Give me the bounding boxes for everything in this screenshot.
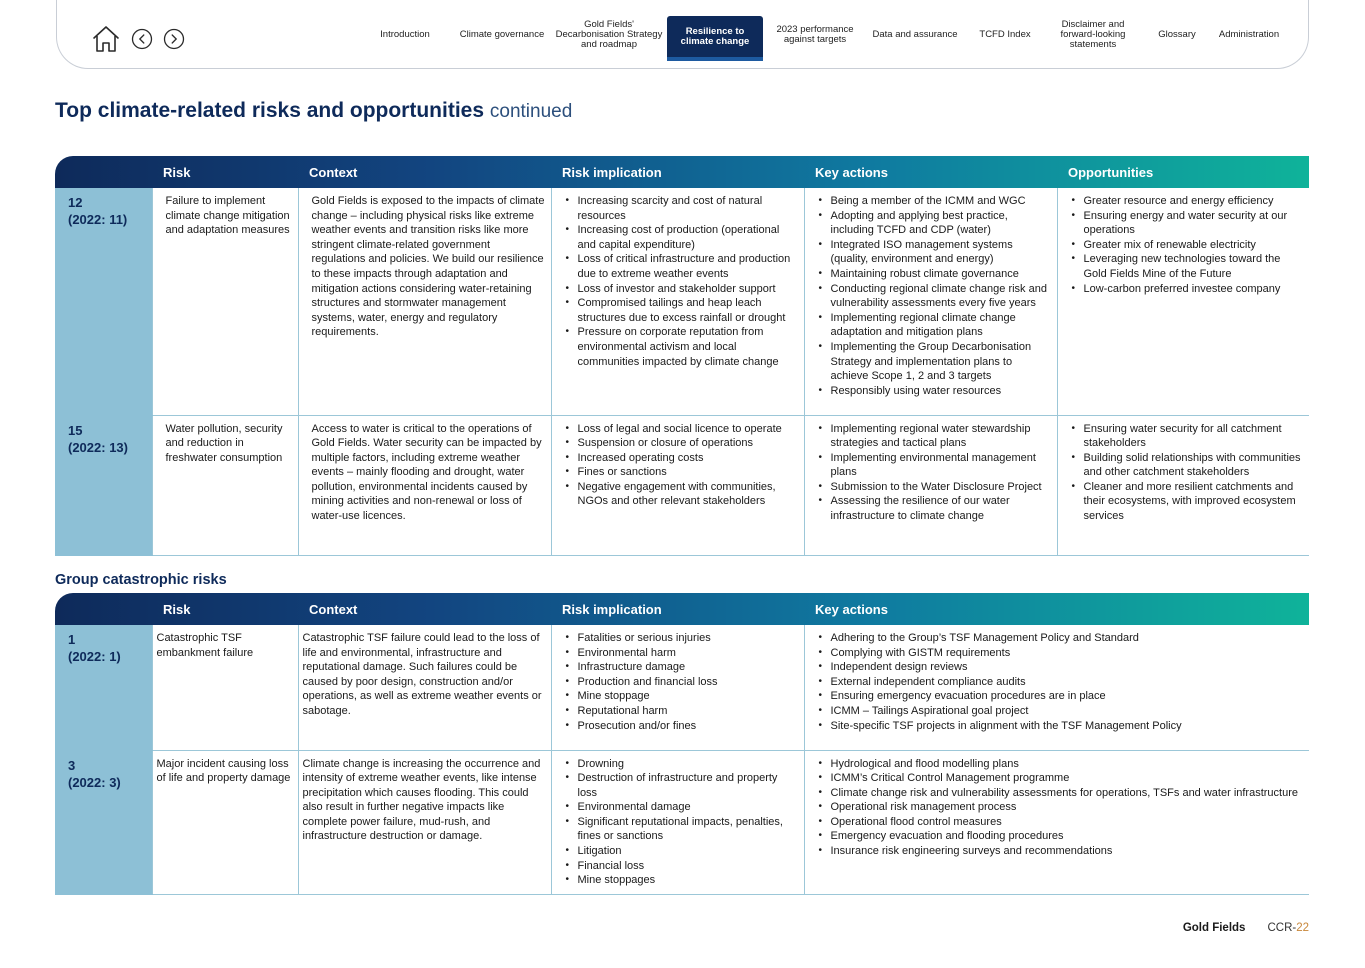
- column-header-blank: [55, 156, 152, 188]
- list-item: • Reputational harm: [565, 704, 800, 719]
- list-item: • Leveraging new technologies toward the Gold Fields Mine of the Future: [1071, 252, 1306, 281]
- top-navigation: [56, 0, 1309, 69]
- risk-rank: 12: [68, 195, 83, 210]
- list-item: • Infrastructure damage: [565, 660, 800, 675]
- list-item: • Independent design reviews: [818, 660, 1306, 675]
- list-item: • Pressure on corporate reputation from environmental activism and local communities impacted by climate change: [565, 325, 800, 369]
- list-item: • Loss of investor and stakeholder support: [565, 282, 800, 297]
- forward-arrow-icon[interactable]: [163, 28, 185, 50]
- list-item: • Environmental harm: [565, 646, 800, 661]
- list-item: • Loss of legal and social licence to operate: [565, 422, 800, 437]
- risk-implication-list: [565, 422, 800, 510]
- list-item: • Being a member of the ICMM and WGC: [818, 194, 1053, 209]
- nav-tab-resilience-to-climate-change[interactable]: Resilience to climate change: [667, 16, 763, 61]
- list-item: • Greater resource and energy efficiency: [1071, 194, 1306, 209]
- nav-tab-data-and-assurance[interactable]: Data and assurance: [872, 28, 958, 40]
- nav-tab-tcfd-index[interactable]: TCFD Index: [979, 28, 1031, 40]
- risk-rank-previous: (2022: 3): [68, 774, 121, 790]
- page-footer: [1183, 922, 1309, 934]
- table-row: [55, 415, 1309, 555]
- list-item: • Increasing cost of production (operational and capital expenditure): [565, 223, 800, 252]
- risk-implication-cell: [551, 415, 804, 555]
- list-item: • Ensuring energy and water security at our operations: [1071, 209, 1306, 238]
- risk-implication-cell: [551, 750, 804, 894]
- list-item: • Submission to the Water Disclosure Project: [818, 480, 1053, 495]
- risk-implication-list: [565, 631, 800, 733]
- risk-rank-previous: (2022: 1): [68, 649, 121, 664]
- back-arrow-icon[interactable]: [131, 28, 153, 50]
- list-item: • Destruction of infrastructure and property loss: [565, 771, 800, 800]
- risk-rank: 1: [68, 632, 76, 647]
- list-item: • Financial loss: [565, 859, 800, 874]
- list-item: • Prosecution and/or fines: [565, 719, 800, 734]
- list-item: • Emergency evacuation and flooding procedures: [818, 829, 1306, 844]
- key-actions-cell: [804, 415, 1057, 555]
- list-item: • Litigation: [565, 844, 800, 859]
- risk-implication-cell: [551, 625, 804, 750]
- list-item: • External independent compliance audits: [818, 675, 1306, 690]
- list-item: • Implementing regional climate change adaptation and mitigation plans: [818, 311, 1053, 340]
- list-item: • Ensuring water security for all catchment stakeholders: [1071, 422, 1306, 451]
- key-actions-cell: [804, 750, 1309, 894]
- context-cell: Access to water is critical to the operations of Gold Fields. Water security can be impacted by multiple factors, including extreme weather events – mainly flooding and drought, water pollution, environmental incidents caused by mining activities and non-renewal or loss of water-use licences.: [298, 415, 551, 555]
- page-title-suffix: continued: [489, 101, 573, 122]
- list-item: • Drowning: [565, 757, 800, 772]
- list-item: • Hydrological and flood modelling plans: [818, 757, 1306, 772]
- table-header-row: [55, 593, 1309, 625]
- list-item: • Compromised tailings and heap leach structures due to excess rainfall or drought: [565, 296, 800, 325]
- list-item: • Environmental damage: [565, 800, 800, 815]
- column-header-key-actions: Key actions: [815, 601, 888, 617]
- catastrophic-risks-table: [55, 593, 1309, 895]
- table-row: [55, 625, 1309, 750]
- list-item: • Negative engagement with communities, NGOs and other relevant stakeholders: [565, 480, 800, 509]
- table-row: [55, 750, 1309, 894]
- list-item: • Significant reputational impacts, penalties, fines or sanctions: [565, 815, 800, 844]
- risks-opportunities-table: [55, 156, 1309, 556]
- risk-rank-cell: [55, 415, 152, 555]
- list-item: • Complying with GISTM requirements: [818, 646, 1306, 661]
- context-cell: Catastrophic TSF failure could lead to the loss of life and environmental, infrastructure and reputational damage. Such failures could be caused by poor design, construction and/or operations, as well as extreme weather events or sabotage.: [298, 625, 551, 750]
- opportunities-cell: [1057, 188, 1309, 415]
- table-row: [55, 188, 1309, 415]
- risk-rank-previous: (2022: 11): [68, 212, 128, 227]
- list-item: • Fines or sanctions: [565, 465, 800, 480]
- list-item: • Mine stoppages: [565, 873, 800, 888]
- key-actions-list: [818, 631, 1306, 733]
- list-item: • Production and financial loss: [565, 675, 800, 690]
- footer-brand: Gold Fields: [1182, 922, 1246, 934]
- column-header-context: Context: [309, 601, 358, 617]
- column-header-risk: Risk: [163, 601, 191, 617]
- column-header-opportunities: Opportunities: [1068, 164, 1154, 180]
- list-item: • Implementing the Group Decarbonisation Strategy and implementation plans to achieve Scope 1, 2 and 3 targets: [818, 340, 1053, 384]
- list-item: • Responsibly using water resources: [818, 384, 1053, 399]
- nav-tab-gold-fields-decarbonisation-strategy-and-roadmap[interactable]: Gold Fields' Decarbonisation Strategy and roadmap: [555, 18, 663, 50]
- list-item: • Implementing regional water stewardship strategies and tactical plans: [818, 422, 1053, 451]
- column-header-blank: [55, 593, 152, 625]
- nav-tabs: [357, 0, 1283, 69]
- list-item: • Greater mix of renewable electricity: [1071, 238, 1306, 253]
- nav-tab-glossary[interactable]: Glossary: [1158, 28, 1196, 40]
- list-item: • Integrated ISO management systems (quality, environment and energy): [818, 238, 1053, 267]
- column-header-risk: Risk: [163, 164, 191, 180]
- list-item: • Building solid relationships with communities and other catchment stakeholders: [1071, 451, 1306, 480]
- risk-rank: 15: [68, 422, 83, 438]
- key-actions-cell: [804, 188, 1057, 415]
- list-item: • Conducting regional climate change risk and vulnerability assessments every five years: [818, 282, 1053, 311]
- list-item: • Increased operating costs: [565, 451, 800, 466]
- list-item: • Insurance risk engineering surveys and recommendations: [818, 844, 1306, 859]
- list-item: • Maintaining robust climate governance: [818, 267, 1053, 282]
- risk-cell: Major incident causing loss of life and property damage: [152, 750, 298, 894]
- risk-rank: 3: [68, 757, 76, 773]
- list-item: • Cleaner and more resilient catchments and their ecosystems, with improved ecosystem services: [1071, 480, 1306, 524]
- column-header-context: Context: [309, 164, 358, 180]
- list-item: • ICMM’s Critical Control Management programme: [818, 771, 1306, 786]
- key-actions-list: [818, 422, 1053, 524]
- nav-tab-2023-performance-against-targets[interactable]: 2023 performance against targets: [776, 23, 854, 45]
- list-item: • Operational flood control measures: [818, 815, 1306, 830]
- list-item: • Operational risk management process: [818, 800, 1306, 815]
- list-item: • Ensuring emergency evacuation procedures are in place: [818, 689, 1306, 704]
- context-cell: Climate change is increasing the occurrence and intensity of extreme weather events, like intense precipitation which causes flooding. This could also result in further negative impacts like complete power failure, mud-rush, and infrastructure destruction or damage.: [298, 750, 551, 894]
- risk-cell: Catastrophic TSF embankment failure: [152, 625, 298, 750]
- risk-rank-cell: [55, 188, 152, 415]
- table-header-row: [55, 156, 1309, 188]
- page-prefix: CCR-: [1267, 922, 1297, 934]
- list-item: • Low-carbon preferred investee company: [1071, 282, 1306, 297]
- page-title: [55, 99, 572, 123]
- key-actions-list: [818, 194, 1053, 398]
- page-number-value: 22: [1296, 922, 1309, 934]
- risk-cell: Water pollution, security and reduction in freshwater consumption: [152, 415, 298, 555]
- page-title-text: Top climate-related risks and opportunities: [55, 99, 485, 122]
- nav-icon-group: [91, 24, 185, 54]
- list-item: • Adhering to the Group’s TSF Management Policy and Standard: [818, 631, 1306, 646]
- nav-tab-disclaimer-and-forward-looking-statements[interactable]: Disclaimer and forward-looking statements: [1060, 18, 1126, 50]
- risk-cell: Failure to implement climate change mitigation and adaptation measures: [152, 188, 298, 415]
- list-item: • Adopting and applying best practice, including TCFD and CDP (water): [818, 209, 1053, 238]
- opportunities-list: [1071, 422, 1306, 524]
- column-header-risk-implication: Risk implication: [562, 164, 662, 180]
- list-item: • Fatalities or serious injuries: [565, 631, 800, 646]
- nav-tab-climate-governance[interactable]: Climate governance: [459, 28, 545, 40]
- opportunities-cell: [1057, 415, 1309, 555]
- context-cell: Gold Fields is exposed to the impacts of climate change – including physical risks like extreme weather events and transition risks like more stringent climate-related government regulations and policies. We build our resilience to these impacts through adaptation and mitigation actions considering water-retaining structures and stormwater management systems, water, energy and regulatory requirements.: [298, 188, 551, 415]
- column-header-risk-implication: Risk implication: [562, 601, 662, 617]
- column-header-key-actions: Key actions: [815, 164, 888, 180]
- list-item: • Suspension or closure of operations: [565, 436, 800, 451]
- list-item: • Climate change risk and vulnerability assessments for operations, TSFs and water infrastructure: [818, 786, 1306, 801]
- risk-rank-previous: (2022: 13): [68, 439, 128, 455]
- risk-implication-list: [565, 757, 800, 888]
- list-item: • Mine stoppage: [565, 689, 800, 704]
- list-item: • Loss of critical infrastructure and production due to extreme weather events: [565, 252, 800, 281]
- risk-implication-cell: [551, 188, 804, 415]
- nav-tab-introduction[interactable]: Introduction: [380, 28, 430, 40]
- list-item: • Increasing scarcity and cost of natural resources: [565, 194, 800, 223]
- key-actions-cell: [804, 625, 1309, 750]
- risk-rank-cell: [55, 625, 152, 750]
- list-item: • Assessing the resilience of our water infrastructure to climate change: [818, 494, 1053, 523]
- nav-tab-administration[interactable]: Administration: [1218, 28, 1280, 40]
- risk-implication-list: [565, 194, 800, 369]
- list-item: • ICMM – Tailings Aspirational goal project: [818, 704, 1306, 719]
- risk-rank-cell: [55, 750, 152, 894]
- opportunities-list: [1071, 194, 1306, 296]
- home-icon[interactable]: [91, 24, 121, 54]
- key-actions-list: [818, 757, 1306, 859]
- page-number: [1267, 922, 1309, 934]
- list-item: • Implementing environmental management plans: [818, 451, 1053, 480]
- section-title-catastrophic: Group catastrophic risks: [55, 572, 227, 588]
- list-item: • Site-specific TSF projects in alignment with the TSF Management Policy: [818, 719, 1306, 734]
